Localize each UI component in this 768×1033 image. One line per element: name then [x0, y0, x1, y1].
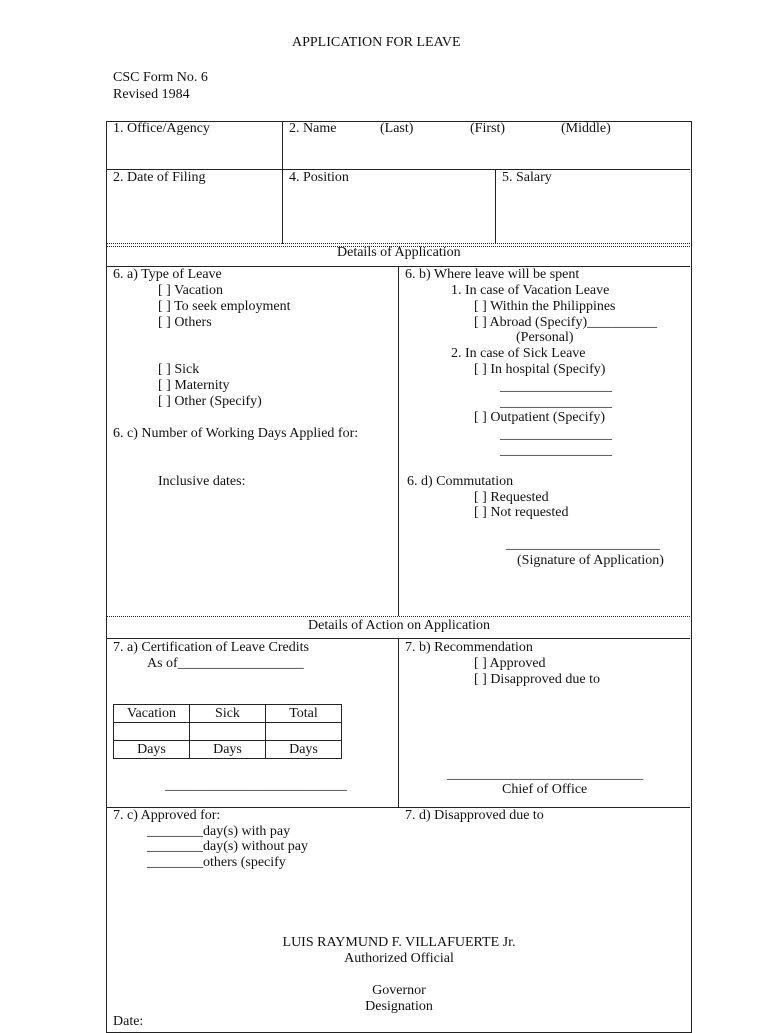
working-days-label: 6. c) Number of Working Days Applied for:	[113, 426, 359, 441]
sick-checkbox[interactable]: [ ] Sick	[158, 362, 200, 377]
seek-employment-checkbox[interactable]: [ ] To seek employment	[158, 299, 291, 314]
official-name: LUIS RAYMUND F. VILLAFUERTE Jr.	[282, 935, 516, 950]
others-specify-field: ________others (specify	[147, 855, 286, 870]
table-cell-days: Days	[190, 741, 266, 759]
table-header-vacation: Vacation	[114, 705, 190, 723]
signature-line: ______________________	[506, 537, 660, 552]
table-cell-days: Days	[266, 741, 342, 759]
date-label: Date:	[113, 1014, 144, 1029]
other-specify-checkbox[interactable]: [ ] Other (Specify)	[158, 394, 262, 409]
table-cell[interactable]	[114, 723, 190, 741]
disapproved-title: 7. d) Disapproved due to	[405, 808, 544, 823]
type-of-leave-title: 6. a) Type of Leave	[113, 267, 222, 282]
vacation-checkbox[interactable]: [ ] Vacation	[158, 283, 224, 298]
inclusive-dates-label: Inclusive dates:	[158, 474, 246, 489]
table-cell[interactable]	[190, 723, 266, 741]
name-last-label: (Last)	[380, 121, 414, 136]
designation-value: Governor	[372, 983, 426, 998]
recommendation-title: 7. b) Recommendation	[405, 640, 533, 655]
table-row	[114, 723, 342, 741]
outpatient-specify-line: ________________	[500, 427, 612, 442]
name-first-label: (First)	[470, 121, 505, 136]
hospital-specify-line: ________________	[500, 395, 612, 410]
table-cell-days: Days	[114, 741, 190, 759]
table-cell[interactable]	[266, 723, 342, 741]
table-header-sick: Sick	[190, 705, 266, 723]
form-number: CSC Form No. 6	[113, 70, 208, 85]
outpatient-specify-line: ________________	[500, 443, 612, 458]
form-revision: Revised 1984	[113, 87, 190, 102]
not-requested-checkbox[interactable]: [ ] Not requested	[474, 505, 569, 520]
date-of-filing-label: 2. Date of Filing	[113, 170, 206, 185]
disapproved-checkbox[interactable]: [ ] Disapproved due to	[474, 672, 600, 687]
official-role: Authorized Official	[344, 951, 454, 966]
chief-signature-line: ____________________________	[447, 767, 643, 782]
maternity-checkbox[interactable]: [ ] Maternity	[158, 378, 230, 393]
table-header-total: Total	[266, 705, 342, 723]
details-application-heading: Details of Application	[337, 245, 461, 260]
divider	[106, 243, 690, 244]
outpatient-checkbox[interactable]: [ ] Outpatient (Specify)	[474, 410, 606, 425]
sick-case-label: 2. In case of Sick Leave	[451, 346, 586, 361]
commutation-title: 6. d) Commutation	[407, 474, 514, 489]
divider	[106, 616, 690, 617]
office-agency-label: 1. Office/Agency	[113, 121, 210, 136]
position-label: 4. Position	[289, 170, 349, 185]
signature-label: (Signature of Application)	[517, 553, 664, 568]
divider	[398, 638, 399, 807]
abroad-checkbox[interactable]: [ ] Abroad (Specify)__________	[474, 315, 658, 330]
details-action-heading: Details of Action on Application	[308, 618, 490, 633]
days-with-pay-field: ________day(s) with pay	[147, 824, 291, 839]
divider	[282, 121, 283, 244]
designation-label: Designation	[365, 999, 433, 1014]
table-row	[114, 705, 342, 723]
in-hospital-checkbox[interactable]: [ ] In hospital (Specify)	[474, 362, 606, 377]
table-row	[114, 741, 342, 759]
where-leave-spent-title: 6. b) Where leave will be spent	[405, 267, 580, 282]
within-philippines-checkbox[interactable]: [ ] Within the Philippines	[474, 299, 616, 314]
form-title: APPLICATION FOR LEAVE	[292, 35, 461, 50]
leave-credits-table	[113, 704, 342, 759]
vacation-case-label: 1. In case of Vacation Leave	[451, 283, 610, 298]
requested-checkbox[interactable]: [ ] Requested	[474, 490, 549, 505]
others-checkbox[interactable]: [ ] Others	[158, 315, 212, 330]
certification-title: 7. a) Certification of Leave Credits	[113, 640, 309, 655]
as-of-label: As of__________________	[147, 656, 304, 671]
approved-checkbox[interactable]: [ ] Approved	[474, 656, 546, 671]
hospital-specify-line: ________________	[500, 379, 612, 394]
divider	[398, 266, 399, 616]
approved-for-title: 7. c) Approved for:	[113, 808, 221, 823]
salary-label: 5. Salary	[502, 170, 552, 185]
name-middle-label: (Middle)	[561, 121, 611, 136]
divider	[495, 169, 496, 244]
name-label: 2. Name	[289, 121, 337, 136]
personal-label: (Personal)	[516, 330, 574, 345]
certification-signature-line: __________________________	[165, 778, 347, 793]
chief-of-office-label: Chief of Office	[502, 782, 588, 797]
days-without-pay-field: ________day(s) without pay	[147, 839, 308, 854]
